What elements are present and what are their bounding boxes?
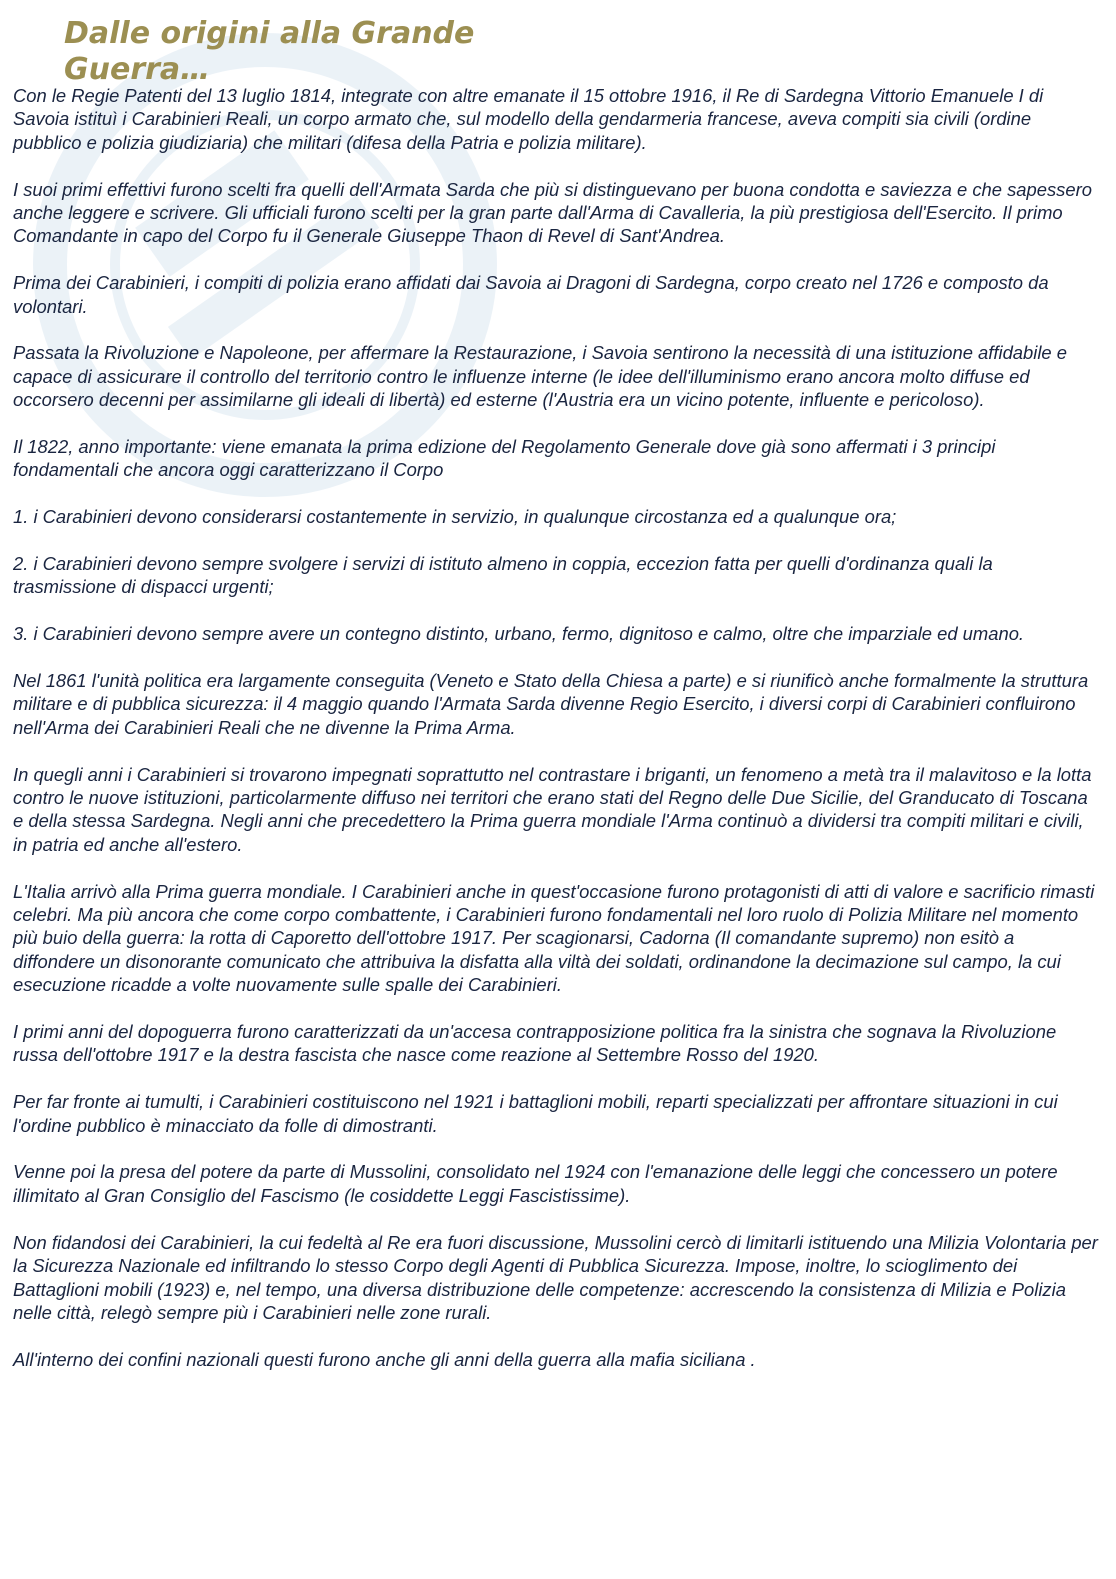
paragraph: In quegli anni i Carabinieri si trovarono impegnati soprattutto nel contrastare i briganti, un fenomeno a metà tra il malavitoso e la lotta contro le nuove istituzioni, particolarmente diffuso nei territori che erano stati del Regno delle Due Sicilie, del Granducato di Toscana e della stessa Sardegna. Negli anni che precedettero la Prima guerra mondiale l'Arma continuò a dividersi tra compiti militari e civili, in patria ed anche all'estero. [13,763,1092,855]
paragraph: Con le Regie Patenti del 13 luglio 1814, integrate con altre emanate il 15 ottobre 1916, il Re di Sardegna Vittorio Emanuele I di Savoia istituì i Carabinieri Reali, un corpo armato che, sul modello della gendarmeria francese, aveva compiti sia civili (ordine pubblico e polizia giudiziaria) che militari (difesa della Patria e polizia militare). [13,85,1044,153]
body-text [13,84,1101,1395]
paragraph: Per far fronte ai tumulti, i Carabinieri costituiscono nel 1921 i battaglioni mobili, reparti specializzati per affrontare situazioni in cui l'ordine pubblico è minacciato da folle di dimostranti. [13,1091,1058,1136]
paragraph: Non fidandosi dei Carabinieri, la cui fedeltà al Re era fuori discussione, Mussolini cercò di limitarli istituendo una Milizia Volontaria per la Sicurezza Nazionale ed infiltrando lo stesso Corpo degli Agenti di Pubblica Sicurezza. Impose, inoltre, lo scioglimento dei Battaglioni mobili (1923) e, nel tempo, una diversa distribuzione delle competenze: accrescendo la consistenza di Milizia e Polizia nelle città, relegò sempre più i Carabinieri nelle zone rurali. [13,1231,1098,1323]
paragraph: All'interno dei confini nazionali questi furono anche gli anni della guerra alla mafia siciliana . [13,1348,756,1370]
paragraph: Il 1822, anno importante: viene emanata la prima edizione del Regolamento Generale dove già sono affermati i 3 principi fondamentali che ancora oggi caratterizzano il Corpo [13,436,996,481]
paragraph: Passata la Rivoluzione e Napoleone, per affermare la Restaurazione, i Savoia sentirono la necessità di una istituzione affidabile e capace di assicurare il controllo del territorio contro le influenze interne (le idee dell'illuminismo erano ancora molto diffuse ed occorsero decenni per assimilarne gli ideali di libertà) ed esterne (l'Austria era un vicino potente, influente e pericoloso). [13,342,1067,411]
list-item: 3. i Carabinieri devono sempre avere un contegno distinto, urbano, fermo, dignitoso e calmo, oltre che imparziale ed umano. [13,623,1025,645]
paragraph: L'Italia arrivò alla Prima guerra mondiale. I Carabinieri anche in quest'occasione furono protagonisti di atti di valore e sacrificio rimasti celebri. Ma più ancora che come corpo combattente, i Carabinieri furono fondamentali nel loro ruolo di Polizia Militare nel momento più buio della guerra: la rotta di Caporetto dell'ottobre 1917. Per scagionarsi, Cadorna (Il comandante supremo) non esitò a diffondere un disonorante comunicato che attribuiva la disfatta alla viltà dei soldati, ordinandone la decimazione sul campo, la cui esecuzione ricadde a volte nuovamente sulle spalle dei Carabinieri. [13,880,1095,996]
paragraph: I primi anni del dopoguerra furono caratterizzati da un'accesa contrapposizione politica fra la sinistra che sognava la Rivoluzione russa dell'ottobre 1917 e la destra fascista che nasce come reazione al Settembre Rosso del 1920. [13,1021,1057,1066]
paragraph: Nel 1861 l'unità politica era largamente conseguita (Veneto e Stato della Chiesa a parte) e si riunificò anche formalmente la struttura militare e di pubblica sicurezza: il 4 maggio quando l'Armata Sarda divenne Regio Esercito, i diversi corpi di Carabinieri confluirono nell'Arma dei Carabinieri Reali che ne divenne la Prima Arma. [13,670,1089,738]
paragraph: I suoi primi effettivi furono scelti fra quelli dell'Armata Sarda che più si distinguevano per buona condotta e saviezza e che sapessero anche leggere e scrivere. Gli ufficiali furono scelti per la gran parte dall'Arma di Cavalleria, la più prestigiosa dell'Esercito. Il primo Comandante in capo del Corpo fu il Generale Giuseppe Thaon di Revel di Sant'Andrea. [13,178,1092,247]
paragraph: Venne poi la presa del potere da parte di Mussolini, consolidato nel 1924 con l'emanazione delle leggi che concessero un potere illimitato al Gran Consiglio del Fascismo (le cosiddette Leggi Fascistissime). [13,1161,1058,1206]
list-item: 2. i Carabinieri devono sempre svolgere i servizi di istituto almeno in coppia, eccezion fatta per quelli d'ordinanza quali la trasmissione di dispacci urgenti; [13,553,993,598]
paragraph: Prima dei Carabinieri, i compiti di polizia erano affidati dai Savoia ai Dragoni di Sardegna, corpo creato nel 1726 e composto da volontari. [13,272,1049,317]
page-title: Dalle origini alla Grande Guerra… [64,16,475,87]
list-item: 1. i Carabinieri devono considerarsi costantemente in servizio, in qualunque circostanza ed a qualunque ora; [13,506,897,528]
